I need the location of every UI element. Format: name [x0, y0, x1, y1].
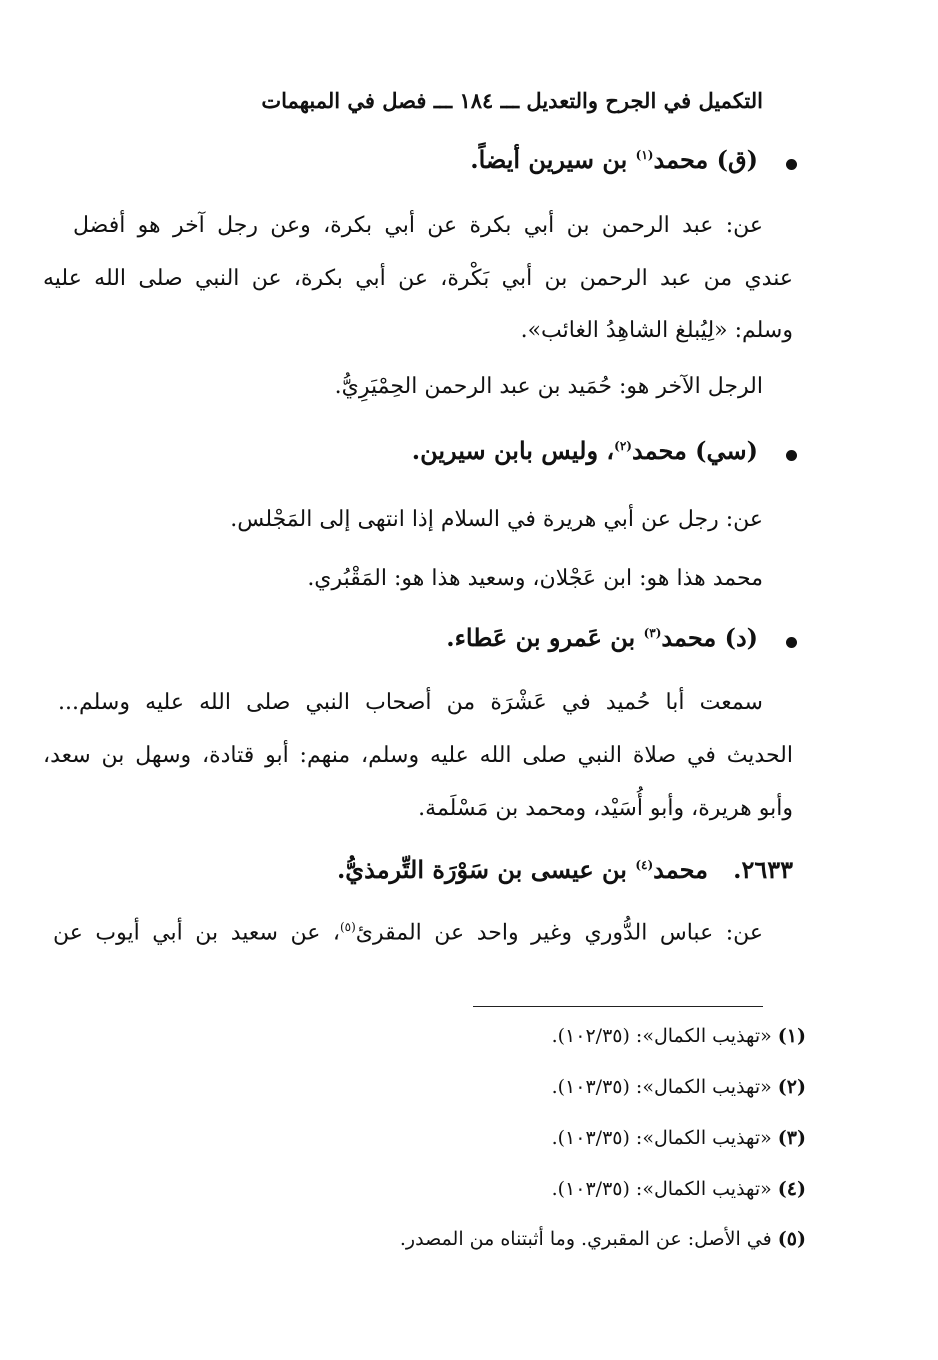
- footnote-ref: (٣): [643, 626, 662, 640]
- entry-heading-2: [412, 437, 758, 466]
- footnote-text: «تهذيب الكمال»: (١٠٣/٣٥).: [551, 1127, 772, 1149]
- footnote-text: «تهذيب الكمال»: (١٠٣/٣٥).: [551, 1076, 772, 1098]
- footnote-ref: (٥): [339, 920, 356, 934]
- bullet-icon: [786, 450, 797, 461]
- text-line: محمد هذا هو: ابن عَجْلان، وسعيد هذا هو: المَقْبُري.: [307, 566, 763, 591]
- footnote-separator: [473, 1006, 763, 1007]
- footnote-text: «تهذيب الكمال»: (١٠٢/٣٥).: [551, 1025, 772, 1047]
- footnote-number: (٢): [777, 1076, 806, 1098]
- footnote: [552, 1025, 806, 1048]
- text-line: الحديث في صلاة النبي صلى الله عليه وسلم، منهم: أبو قتادة، وسهل بن سعد،: [43, 743, 793, 768]
- entry-tag: (د): [724, 623, 758, 652]
- entry-name: محمد: [653, 145, 709, 174]
- footnote-ref: (٢): [614, 439, 632, 453]
- text-line: وأبو هريرة، وأبو أُسَيْد، ومحمد بن مَسْلَمة.: [418, 796, 793, 821]
- entry-number: ٢٦٣٣.: [733, 855, 793, 884]
- footnote: [400, 1228, 806, 1251]
- entry-tag: (ق): [716, 145, 758, 174]
- footnote-number: (٤): [777, 1178, 806, 1200]
- entry-tag: (سي): [695, 436, 758, 465]
- line-text: ، عن سعيد بن أبي أيوب عن: [53, 920, 340, 946]
- footnote-number: (١): [777, 1025, 806, 1047]
- entry-heading-1: [470, 146, 758, 175]
- entry-rest: ، وليس بابن سيرين.: [411, 436, 615, 465]
- footnote-ref: (١): [635, 148, 654, 162]
- bullet-icon: [786, 159, 797, 170]
- text-line: عن: عبد الرحمن بن أبي بكرة عن أبي بكرة، وعن رجل آخر هو أفضل: [73, 213, 763, 238]
- footnote: [552, 1178, 806, 1201]
- running-head: التكميل في الجرح والتعديل ـــ ١٨٤ ـــ فصل في المبهمات: [261, 88, 763, 113]
- text-line: الرجل الآخر هو: حُمَيد بن عبد الرحمن الحِمْيَرِيُّ.: [334, 374, 763, 399]
- entry-name: محمد: [653, 855, 708, 884]
- line-text: عن: عباس الدُّوري وغير واحد عن المقرئ: [355, 920, 763, 946]
- text-line: [53, 920, 763, 947]
- text-line: وسلم: «لِيُبلغ الشاهِدُ الغائب».: [520, 318, 793, 343]
- footnote-text: في الأصل: عن المقبري. وما أثبتناه من المصدر.: [399, 1228, 772, 1250]
- text-line: عن: رجل عن أبي هريرة في السلام إذا انتهى إلى المَجْلس.: [230, 507, 763, 532]
- entry-rest: بن عَمرو بن عَطاء.: [446, 623, 644, 652]
- footnote-number: (٣): [777, 1127, 806, 1149]
- text-line: عندي من عبد الرحمن بن أبي بَكْرة، عن أبي بكرة، عن النبي صلى الله عليه: [43, 266, 793, 291]
- entry-name: محمد: [631, 436, 687, 465]
- footnote-ref: (٤): [635, 858, 654, 872]
- footnote: [552, 1076, 806, 1099]
- footnote-text: «تهذيب الكمال»: (١٠٣/٣٥).: [551, 1178, 772, 1200]
- entry-heading-3: [446, 624, 758, 653]
- entry-rest: بن سيرين أيضاً.: [470, 145, 636, 174]
- entry-name: محمد: [661, 623, 717, 652]
- entry-rest: بن عيسى بن سَوْرَة التِّرمذيُّ.: [336, 855, 636, 884]
- text-line: سمعت أبا حُميد في عَشْرَة من أصحاب النبي صلى الله عليه وسلم...: [58, 690, 763, 715]
- entry-heading-2633: [337, 856, 793, 885]
- footnote-number: (٥): [777, 1228, 806, 1250]
- bullet-icon: [786, 637, 797, 648]
- footnote: [552, 1127, 806, 1150]
